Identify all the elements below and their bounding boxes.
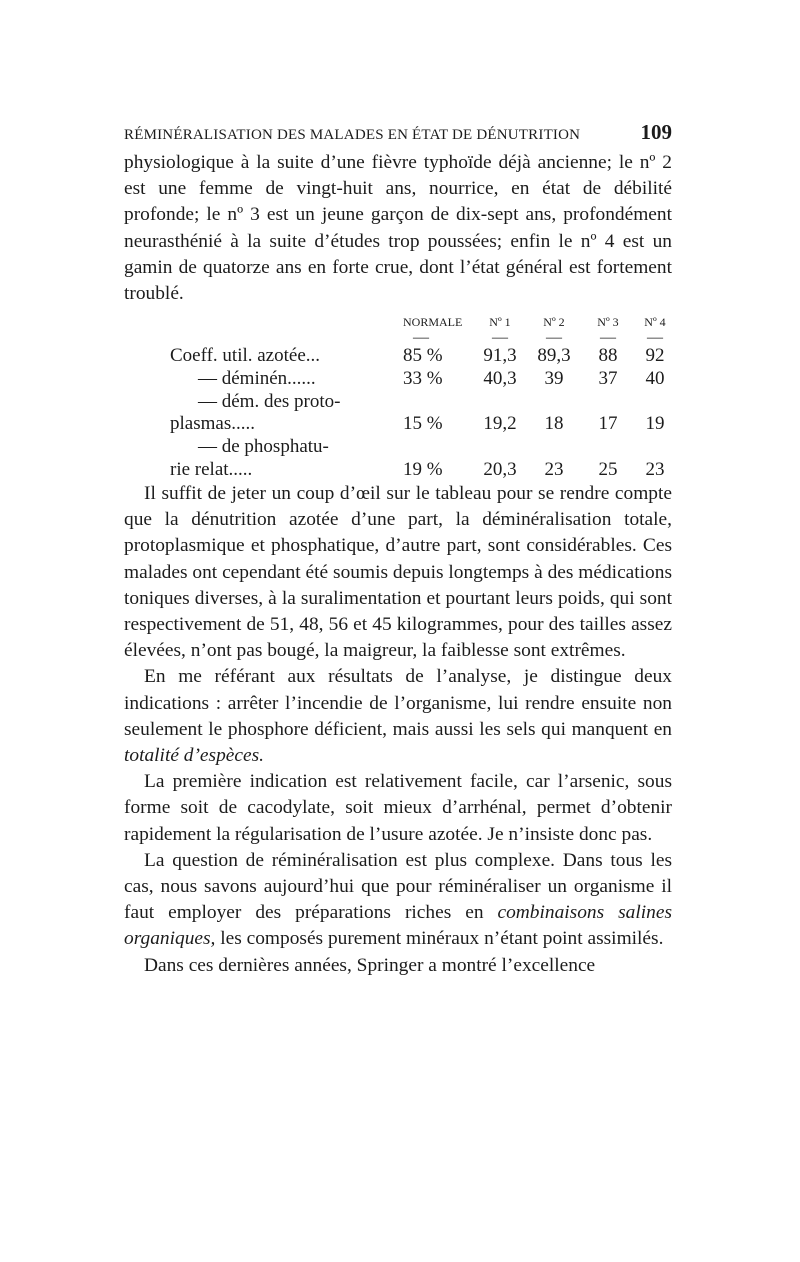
paragraph-text: les composés purement minéraux n’étant point assimilés. [215,928,664,950]
dash-mark: — [647,329,663,346]
intro-paragraph: physiologique à la suite d’une fièvre typhoïde déjà ancienne; le nº 2 est une femme de vingt-huit ans, nourrice, en état de débilité profonde; le nº 3 est un jeune garçon de dix-sept ans, profondément neurasthénié à la suite d’études trop poussées; enfin le nº 4 est un gamin de quatorze ans en forte crue, dont l’état général est fortement troublé. [124,152,672,305]
dash-mark: — [413,329,429,346]
data-table [170,313,675,482]
cell-n1: 20,3 [483,458,517,480]
cell-n4: 19 [645,413,665,435]
row-label: Coeff. util. azotée... [170,345,321,366]
row-label-continuation: rie relat..... [170,458,253,480]
cell-n1: 19,2 [483,413,517,435]
table-dash-row [170,331,675,345]
cell-n1: 40,3 [483,367,517,389]
emphasis-text: totalité d’espèces. [124,745,264,767]
cell-normale: 19 % [403,458,443,480]
header-n3: Nº 3 [597,315,619,329]
header-n2: Nº 2 [543,315,565,329]
cell-normale: 85 % [403,345,443,366]
table-row [170,368,675,391]
body-text [124,481,672,979]
paragraph [124,664,672,769]
cell-n3: 88 [598,345,618,366]
dash-mark: — [546,329,562,346]
emphasis-text: combinaisons salines organiques, [124,902,672,950]
cell-n2: 23 [544,458,564,480]
cell-n4: 23 [645,458,665,480]
row-label: — de phosphatu- [198,436,329,458]
table-row [170,459,675,482]
table-row-label-line [170,391,675,414]
dash-mark: — [600,329,616,346]
header-n1: Nº 1 [489,315,511,329]
header-n4: Nº 4 [644,315,666,329]
cell-n1: 91,3 [483,345,517,366]
cell-n2: 39 [544,367,564,389]
paragraph-text: En me référant aux résultats de l’analyse, je distingue deux indications : arrêter l’incendie de l’organisme, lui rendre ensuite non seulement le phosphore déficient, mais aussi les sels qui manquent en [124,666,672,740]
paragraph-text: La question de réminéralisation est plus complexe. Dans tous les cas, nous savons aujourd’hui que pour réminéraliser un organisme il faut employer des préparations riches en [124,849,672,924]
cell-n3: 25 [598,458,618,480]
table-row [170,345,675,368]
cell-normale: 33 % [403,367,443,389]
cell-normale: 15 % [403,413,443,435]
row-label-continuation: plasmas..... [170,413,255,435]
cell-n3: 17 [598,413,618,435]
dash-mark: — [492,329,508,346]
table-row [170,413,675,436]
paragraph [124,848,672,953]
intro-text [124,150,672,307]
row-label: — déminén...... [198,367,316,389]
paragraph: La première indication est relativement facile, car l’arsenic, sous forme soit de cacodylate, soit mieux d’arrhénal, permet d’obtenir rapidement la régularisation de l’usure azotée. Je n’insiste donc pas. [124,771,672,845]
cell-n2: 89,3 [537,345,571,366]
header-normale: NORMALE [403,315,463,329]
running-header [124,120,672,145]
cell-n4: 40 [645,367,665,389]
table-row-label-line [170,436,675,459]
cell-n3: 37 [598,367,618,389]
page-number: 109 [640,120,672,144]
cell-n4: 92 [645,345,665,366]
running-title: RÉMINÉRALISATION DES MALADES EN ÉTAT DE DÉNUTRITION [124,127,581,143]
row-label: — dém. des proto- [198,390,341,412]
paragraph: Dans ces dernières années, Springer a montré l’excellence [144,954,596,976]
cell-n2: 18 [544,413,564,435]
paragraph: Il suffit de jeter un coup d’œil sur le tableau pour se rendre compte que la dénutrition azotée d’une part, la déminéralisation totale, protoplasmique et phosphatique, d’autre part, sont considérables. Ces malades ont cependant été soumis depuis longtemps à des médications toniques diverses, à la suralimentation et pourtant leurs poids, qui sont respectivement de 51, 48, 56 et 45 kilogrammes, pour des tailles assez élevées, n’ont pas bougé, la maigreur, la faiblesse sont extrêmes. [124,483,672,662]
